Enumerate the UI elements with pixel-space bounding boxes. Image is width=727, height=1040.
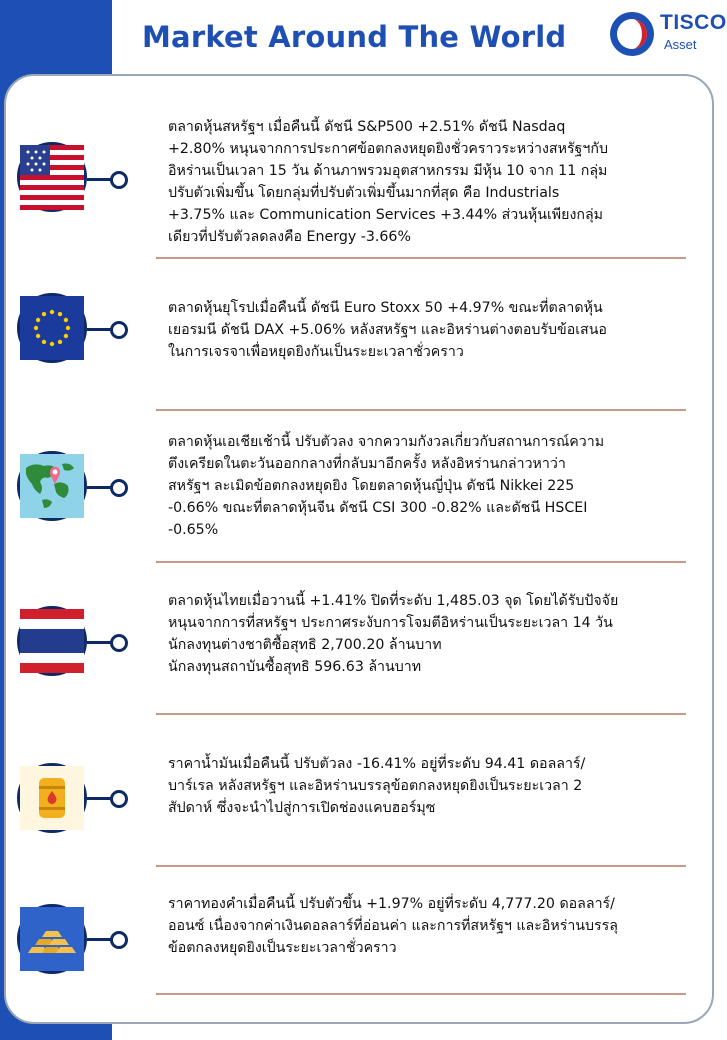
section-divider (156, 409, 686, 411)
section-divider (156, 561, 686, 563)
section-divider (156, 865, 686, 867)
gold-bars-icon (17, 904, 87, 974)
market-text-gold: ราคาทองคำเมื่อคืนนี้ ปรับตัวขึ้น +1.97% อยู่ที่ระดับ 4,777.20 ดอลลาร์/ ออนซ์ เนื่องจากค่าเงินดอลลาร์ที่อ่อนค่า และการที่สหรัฐฯ และอิหร่านบรรลุ ข้อตกลงหยุดยิงเป็นระยะเวลาชั่วคราว (168, 896, 618, 956)
timeline-dot (110, 931, 128, 949)
logo-wordmark: TISCO (660, 11, 727, 34)
oil-barrel-icon (17, 763, 87, 833)
logo-subtitle: Asset (664, 37, 697, 52)
market-text-eu: ตลาดหุ้นยุโรปเมื่อคืนนี้ ดัชนี Euro Stoxx 50 +4.97% ขณะที่ตลาดหุ้น เยอรมนี ดัชนี DAX +5.06% หลังสหรัฐฯ และอิหร่านต่างตอบรับข้อเสนอ ในการเจรจาเพื่อหยุดยิงกันเป็นระยะเวลาชั่วคราว (168, 300, 607, 360)
timeline-dot (110, 321, 128, 339)
timeline-dot (110, 790, 128, 808)
eu-flag-icon (17, 293, 87, 363)
page-title: Market Around The World (142, 20, 567, 54)
timeline-dot (110, 479, 128, 497)
section-divider (156, 993, 686, 995)
timeline-dot (110, 634, 128, 652)
timeline-dot (110, 171, 128, 189)
market-text-thai: ตลาดหุ้นไทยเมื่อวานนี้ +1.41% ปิดที่ระดับ 1,485.03 จุด โดยได้รับปัจจัย หนุนจากการที่สหรัฐฯ ประกาศระงับการโจมตีอิหร่านเป็นระยะเวลา 14 วัน นักลงทุนต่างชาติซื้อสุทธิ 2,700.20 ล้านบาท นักลงทุนสถาบันซื้อสุทธิ 596.63 ล้านบาท (168, 593, 619, 675)
section-divider (156, 257, 686, 259)
market-text-asia: ตลาดหุ้นเอเชียเช้านี้ ปรับตัวลง จากความกังวลเกี่ยวกับสถานการณ์ความ ตึงเครียดในตะวันออกกลางที่กลับมาอีกครั้ง หลังอิหร่านกล่าวหาว่า สหรัฐฯ ละเมิดข้อตกลงหยุดยิง โดยตลาดหุ้นญี่ปุ่น ดัชนี Nikkei 225 -0.66% ขณะที่ตลาดหุ้นจีน ดัชนี CSI 300 -0.82% และดัชนี HSCEI -0.65% (168, 434, 605, 538)
market-text-oil: ราคาน้ำมันเมื่อคืนนี้ ปรับตัวลง -16.41% อยู่ที่ระดับ 94.41 ดอลลาร์/ บาร์เรล หลังสหรัฐฯ และอิหร่านบรรลุข้อตกลงหยุดยิงเป็นระยะเวลา 2 สัปดาห์ ซึ่งจะนำไปสู่การเปิดช่องแคบฮอร์มุซ (168, 756, 586, 816)
section-divider (156, 713, 686, 715)
asia-map-icon (17, 451, 87, 521)
thai-flag-icon (17, 606, 87, 676)
us-flag-icon (17, 142, 87, 212)
market-text-us: ตลาดหุ้นสหรัฐฯ เมื่อคืนนี้ ดัชนี S&P500 +2.51% ดัชนี Nasdaq +2.80% หนุนจากการประกาศข้อตกลงหยุดยิงชั่วคราวระหว่างสหรัฐฯกับ อิหร่านเป็นเวลา 15 วัน ด้านภาพรวมอุตสาหกรรม มีหุ้น 10 จาก 11 กลุ่ม ปรับตัวเพิ่มขึ้น โดยกลุ่มที่ปรับตัวเพิ่มขึ้นมากที่สุด คือ Industrials +3.75% และ Communication Services +3.44% ส่วนหุ้นเพียงกลุ่ม เดียวที่ปรับตัวลดลงคือ Energy -3.66% (168, 119, 608, 245)
